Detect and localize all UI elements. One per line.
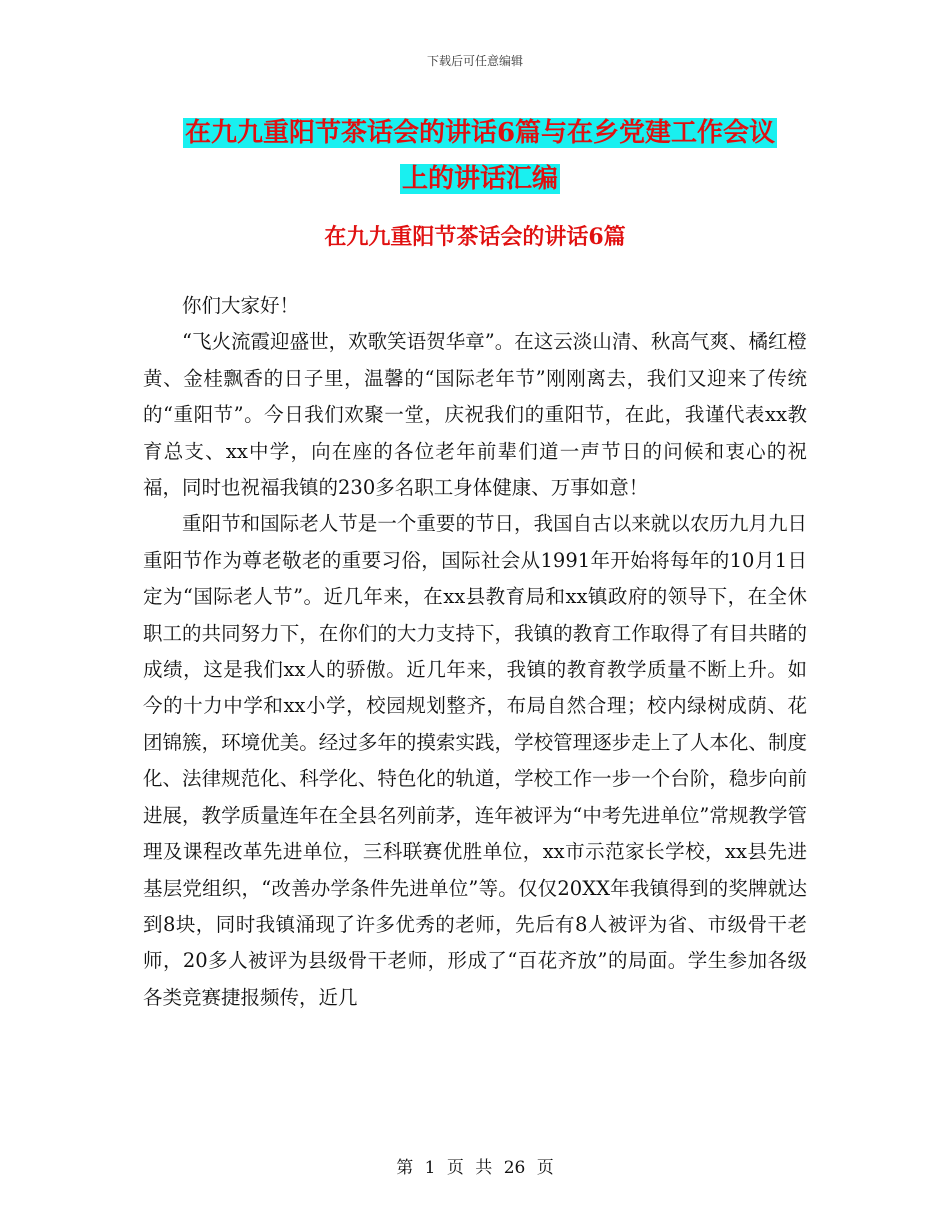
document-body xyxy=(143,288,807,1016)
document-title-line-1: 在九九重阳节茶话会的讲话6篇与在乡党建工作会议 xyxy=(184,118,776,148)
paragraph: “飞火流霞迎盛世，欢歌笑语贺华章”。在这云淡山清、秋高气爽、橘红橙黄、金桂飘香的日子里，温馨的“国际老年节”刚刚离去，我们又迎来了传统的“重阳节”。今日我们欢聚一堂，庆祝我们的重阳节，在此，我谨代表xx教育总支、xx中学，向在座的各位老年前辈们道一声节日的问候和衷心的祝福，同时也祝福我镇的230多名职工身体健康、万事如意！ xyxy=(143,330,807,500)
header-note: 下载后可任意编辑 xyxy=(426,54,523,68)
paragraph: 重阳节和国际老人节是一个重要的节日，我国自古以来就以农历九月九日重阳节作为尊老敬老的重要习俗，国际社会从1991年开始将每年的10月1日定为“国际老人节”。近几年来，在xx县教育局和xx镇政府的领导下，在全休职工的共同努力下，在你们的大力支持下，我镇的教育工作取得了有目共睹的成绩，这是我们xx人的骄傲。近几年来，我镇的教育教学质量不断上升。如今的十力中学和xx小学，校园规划整齐，布局自然合理；校内绿树成荫、花团锦簇，环境优美。经过多年的摸索实践，学校管理逐步走上了人本化、制度化、法律规范化、科学化、特色化的轨道，学校工作一步一个台阶，稳步向前进展，教学质量连年在全县名列前茅，连年被评为“中考先进单位”常规教学管理及课程改革先进单位，三科联赛优胜单位，xx市示范家长学校，xx县先进基层党组织，“改善办学条件先进单位”等。仅仅20XX年我镇得到的奖牌就达到8块，同时我镇涌现了许多优秀的老师，先后有8人被评为省、市级骨干老师，20多人被评为县级骨干老师，形成了“百花齐放”的局面。学生参加各级各类竞赛捷报频传，近几 xyxy=(143,512,807,1009)
paragraph-greeting: 你们大家好！ xyxy=(182,294,300,317)
section-title: 在九九重阳节茶话会的讲话6篇 xyxy=(324,224,626,250)
page-number-footer: 第 1 页 共 26 页 xyxy=(396,1158,554,1178)
document-title-line-2: 上的讲话汇编 xyxy=(401,164,558,194)
document-title xyxy=(140,110,820,202)
